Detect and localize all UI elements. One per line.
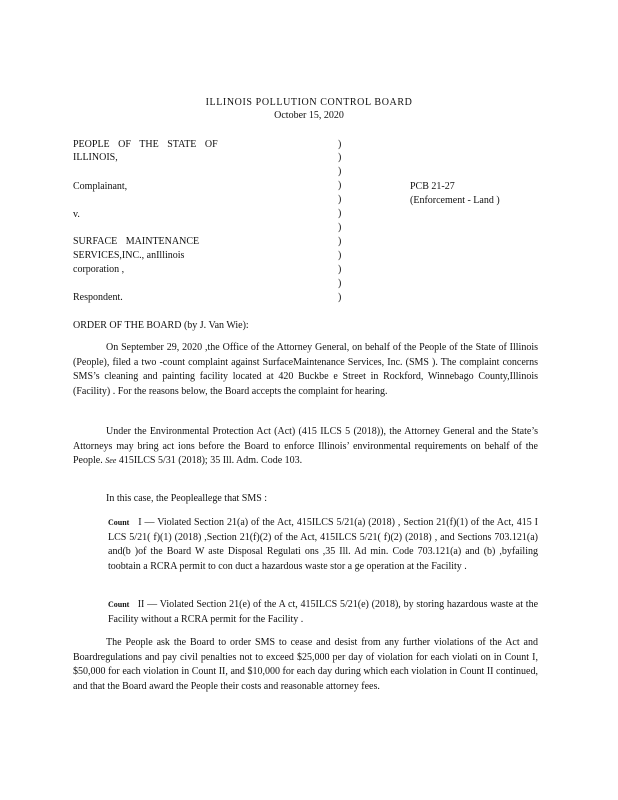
count-one bbox=[108, 516, 538, 574]
count-one-label: Count bbox=[108, 518, 130, 527]
complainant-name-line1: PEOPLE OF THE STATE OF bbox=[73, 139, 218, 150]
paren: ) bbox=[338, 250, 342, 261]
para2-citation: 415ILCS 5/31 (2018); 35 Ill. Adm. Code 103. bbox=[118, 455, 303, 467]
paren: ) bbox=[338, 222, 342, 233]
paren: ) bbox=[338, 166, 342, 177]
count-two bbox=[108, 598, 538, 627]
count-two-text: II — Violated Section 21(e) of the A ct, 415ILCS 5/21(e) (2018), by storing hazardous waste at the Facility without a RCRA permit for the Facility . bbox=[108, 599, 539, 625]
paragraph-environmental-act bbox=[73, 425, 538, 469]
paren: ) bbox=[338, 264, 342, 275]
order-date: October 15, 2020 bbox=[274, 110, 344, 121]
paren: ) bbox=[338, 236, 342, 247]
paragraph-allegations-intro: In this case, the Peopleallege that SMS : bbox=[106, 493, 268, 504]
complainant-name-line2: ILLINOIS, bbox=[73, 152, 118, 163]
case-type: (Enforcement - Land ) bbox=[410, 195, 500, 206]
case-number: PCB 21-27 bbox=[410, 181, 455, 192]
paren: ) bbox=[338, 180, 342, 191]
versus-label: v. bbox=[73, 209, 80, 220]
respondent-name-line1: SURFACE MAINTENANCE bbox=[73, 236, 200, 247]
complainant-label: Complainant, bbox=[73, 181, 128, 192]
paragraph-relief-requested: The People ask the Board to order SMS to cease and desist from any further violations of the Act and Boardregulations and pay civil penalties not to exceed $25,000 per day of violation for each violati on in Count I, $50,000 for each violation in Count II, and $10,000 for each day during which each violation in Count II continued, and that the Board award the People their costs and reasonable attorney fees. bbox=[73, 637, 538, 692]
count-one-text: I — Violated Section 21(a) of the Act, 415ILCS 5/21(a) (2018) , Section 21(f)(1) of the Act, 415 I LCS 5/21( f)(1) (2018) ,Section 21(f)(2) of the Act, 415ILCS 5/21( f)(2) (2018) , and Sections 703.121(a) and(b )of the Board W aste Disposal Regulati ons ,35 Ill. Ad min. Code 703.121(a) and (b) ,byfailing toobtain a RCRA permit to con duct a hazardous waste stor a ge operation at the Facility . bbox=[108, 517, 538, 572]
count-two-label: Count bbox=[108, 600, 130, 609]
order-heading: ORDER OF THE BOARD (by J. Van Wie): bbox=[73, 320, 249, 331]
paragraph-complaint-filed: On September 29, 2020 ,the Office of the Attorney General, on behalf of the People of the State of Illinois (People), filed a two -count complaint against SurfaceMaintenance Services, Inc. (SMS ). The complaint concerns SMS’s cleaning and painting facility located at 420 Buckbe e Street in Rockford, Winnebago County,Illinois (Facility) . For the reasons below, the Board accepts the complaint for hearing. bbox=[73, 342, 538, 397]
board-name: ILLINOIS POLLUTION CONTROL BOARD bbox=[205, 97, 413, 108]
paren: ) bbox=[338, 278, 342, 289]
paren: ) bbox=[338, 152, 342, 163]
paren: ) bbox=[338, 208, 342, 219]
paren: ) bbox=[338, 139, 342, 150]
see-signal: See bbox=[105, 456, 117, 466]
respondent-name-line3: corporation , bbox=[73, 264, 125, 275]
paren: ) bbox=[338, 292, 342, 303]
case-caption bbox=[73, 138, 553, 310]
para2-text: Under the Environmental Protection Act (Act) (415 ILCS 5 (2018)), the Attorney General and the State’s Attorneys may bring act ions before the Board to enforce Illinois’ environmental requirements on behalf of the People. bbox=[73, 426, 538, 467]
respondent-name-line2: SERVICES,INC., anIllinois bbox=[73, 250, 185, 261]
respondent-label: Respondent. bbox=[73, 292, 123, 303]
paren: ) bbox=[338, 194, 342, 205]
